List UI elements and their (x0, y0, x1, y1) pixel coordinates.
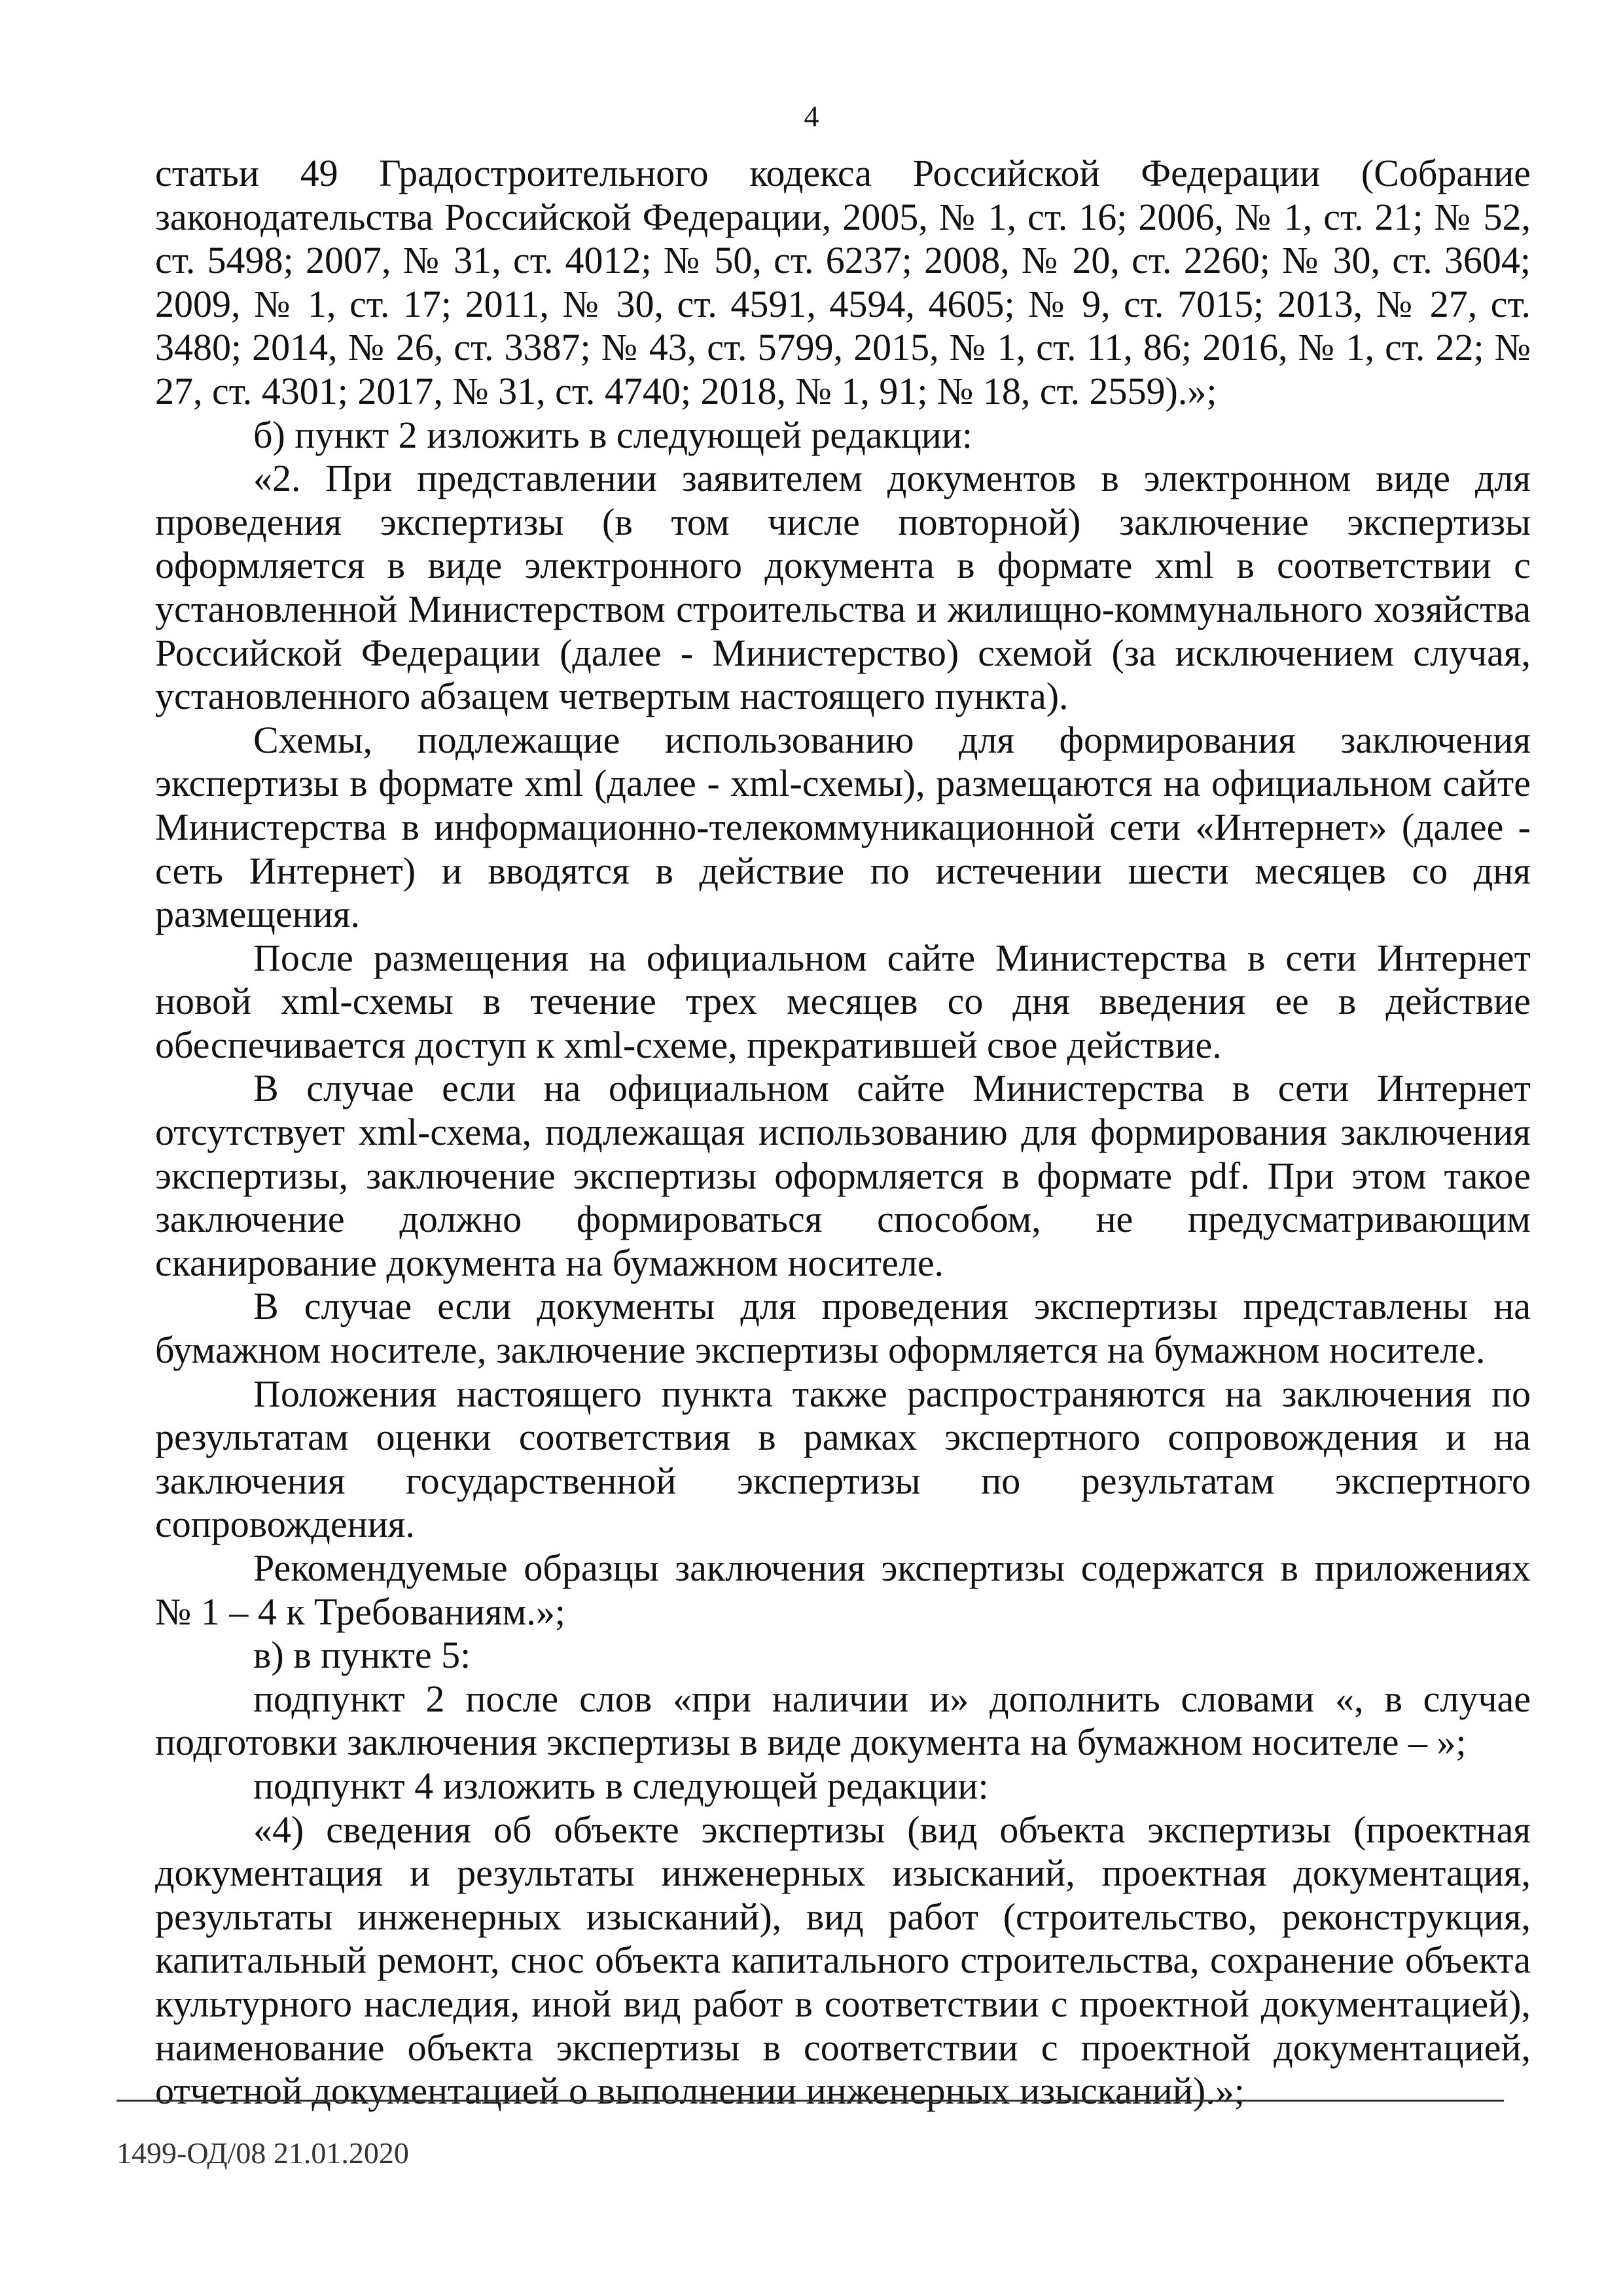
paragraph-sample-forms: Рекомендуемые образцы заключения экспертизы содержатся в приложениях № 1 – 4 к Требованиям.»; (155, 1547, 1531, 1633)
paragraph-item-b: б) пункт 2 изложить в следующей редакции: (253, 413, 972, 456)
paragraph-legal-citation: статьи 49 Градостроительного кодекса Российской Федерации (Собрание законодательства Российской Федерации, 2005, № 1, ст. 16; 2006, № 1, ст. 21; № 52, ст. 5498; 2007, № 31, ст. 4012; № 50, ст. 6237; 2008, № 20, ст. 2260; № 30, ст. 3604; 2009, № 1, ст. 17; 2011, № 30, ст. 4591, 4594, 4605; № 9, ст. 7015; 2013, № 27, ст. 3480; 2014, № 26, ст. 3387; № 43, ст. 5799, 2015, № 1, ст. 11, 86; 2016, № 1, ст. 22; № 27, ст. 4301; 2017, № 31, ст. 4740; 2018, № 1, 91; № 18, ст. 2559).»; (155, 152, 1531, 412)
footer-document-id: 1499-ОД/08 21.01.2020 (116, 2136, 409, 2170)
page-number: 4 (804, 99, 819, 133)
paragraph-point-2: «2. При представлении заявителем документов в электронном виде для проведения экспертизы (в том числе повторной) заключение экспертизы оформляется в виде электронного документа в формате xml в соответствии с установленной Министерством строительства и жилищно-коммунального хозяйства Российской Федерации (далее - Министерство) схемой (за исключением случая, установленного абзацем четвертым настоящего пункта). (155, 457, 1531, 718)
paragraph-subpoint-2: подпункт 2 после слов «при наличии и» дополнить словами «, в случае подготовки заключения экспертизы в виде документа на бумажном носителе – »; (155, 1677, 1531, 1764)
paragraph-subpoint-4-intro: подпункт 4 изложить в следующей редакции: (253, 1764, 989, 1807)
document-body (155, 152, 1531, 2113)
paragraph-pdf-format: В случае если на официальном сайте Министерства в сети Интернет отсутствует xml-схема, подлежащая использованию для формирования заключения экспертизы, заключение экспертизы оформляется в формате pdf. При этом такое заключение должно формироваться способом, не предусматривающим сканирование документа на бумажном носителе. (155, 1067, 1531, 1284)
paragraph-schema-access: После размещения на официальном сайте Министерства в сети Интернет новой xml-схемы в течение трех месяцев со дня введения ее в действие обеспечивается доступ к xml-схеме, прекратившей свое действие. (155, 936, 1531, 1066)
footer-divider (116, 2100, 1504, 2102)
paragraph-provisions-scope: Положения настоящего пункта также распространяются на заключения по результатам оценки соответствия в рамках экспертного сопровождения и на заключения государственной экспертизы по результатам экспертного сопровождения. (155, 1372, 1531, 1546)
paragraph-subpoint-4-text: «4) сведения об объекте экспертизы (вид объекта экспертизы (проектная документация и результаты инженерных изысканий, проектная документация, результаты инженерных изысканий), вид работ (строительство, реконструкция, капитальный ремонт, снос объекта капитального строительства, сохранение объекта культурного наследия, иной вид работ в соответствии с проектной документацией), наименование объекта экспертизы в соответствии с проектной документацией, отчетной документацией о выполнении инженерных изысканий).»; (155, 1808, 1531, 2113)
paragraph-paper-format: В случае если документы для проведения экспертизы представлены на бумажном носителе, заключение экспертизы оформляется на бумажном носителе. (155, 1285, 1531, 1372)
paragraph-item-v: в) в пункте 5: (253, 1634, 471, 1677)
paragraph-xml-schemas: Схемы, подлежащие использованию для формирования заключения экспертизы в формате xml (далее - xml-схемы), размещаются на официальном сайте Министерства в информационно-телекоммуникационной сети «Интернет» (далее - сеть Интернет) и вводятся в действие по истечении шести месяцев со дня размещения. (155, 718, 1531, 936)
